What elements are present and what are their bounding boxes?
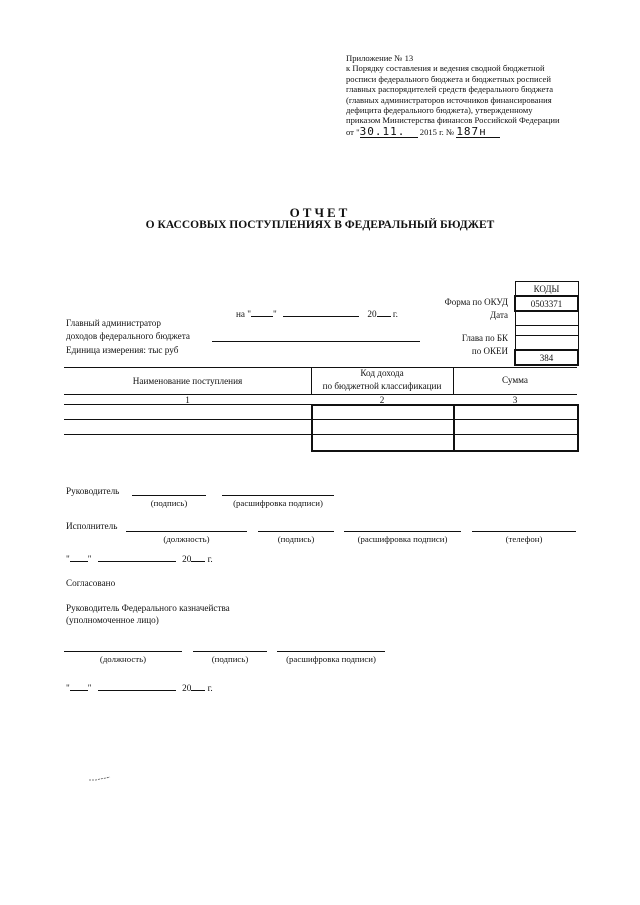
data-row-line <box>64 404 577 405</box>
order-date-line <box>346 124 586 138</box>
quote-open: " <box>66 554 70 564</box>
appendix-line: росписи федерального бюджета и бюджетных росписей <box>346 73 551 84</box>
okud-code: 0503371 <box>515 296 578 311</box>
col-header-sum: Сумма <box>501 375 528 385</box>
order-number-handwritten: 187н <box>456 127 500 138</box>
executor-sign-caption: (подпись) <box>277 534 315 544</box>
executor-position-line <box>126 531 247 532</box>
col-number-1: 1 <box>185 395 190 405</box>
agreed-label: Согласовано <box>66 578 116 588</box>
report-title: ОТЧЕТ <box>289 205 351 220</box>
admin-line <box>212 341 420 342</box>
spacer-code <box>515 326 578 336</box>
bk-label: Глава по БК <box>461 333 508 343</box>
admin-label-1: Главный администратор <box>66 318 161 328</box>
okud-label: Форма по ОКУД <box>444 297 508 307</box>
appendix-line: Приложение № 13 <box>346 53 414 63</box>
data-row-line <box>64 419 577 420</box>
year: 20 <box>182 554 192 564</box>
treasury-sign-caption: (подпись) <box>211 654 249 664</box>
date-code <box>515 311 578 326</box>
data-grid-vline <box>453 404 455 452</box>
executor-phone-caption: (телефон) <box>505 534 543 544</box>
appendix-line: приказом Министерства финансов Российской Федерации <box>346 115 560 126</box>
treasury-head-label: Руководитель Федерального казначейства <box>66 603 230 613</box>
data-row-line <box>64 434 577 435</box>
head-sign-line <box>132 495 206 496</box>
date-year: 20 <box>367 309 377 319</box>
admin-label-2: доходов федерального бюджета <box>66 331 190 341</box>
quote-open: " <box>66 683 70 693</box>
authorized-label: (уполномоченное лицо) <box>66 615 159 625</box>
head-decode-caption: (расшифровка подписи) <box>233 498 323 508</box>
appendix-line: главных распорядителей средств федерального бюджета <box>346 84 554 95</box>
quote-close: " <box>87 554 92 564</box>
okei-label: по ОКЕИ <box>471 346 508 356</box>
executor-position-caption: (должность) <box>163 534 210 544</box>
col-number-3: 3 <box>512 395 518 405</box>
codes-heading: КОДЫ <box>515 282 578 297</box>
treasury-sign-line <box>193 651 267 652</box>
head-decode-line <box>222 495 334 496</box>
executor-phone-line <box>472 531 576 532</box>
order-date-prefix: от " <box>346 126 360 137</box>
col-header-name: Наименование поступления <box>132 376 243 386</box>
unit-label: Единица измерения: тыс руб <box>66 345 179 355</box>
sign-date-2 <box>66 683 213 693</box>
appendix-line: к Порядку составления и ведения сводной бюджетной <box>346 63 545 74</box>
appendix-line: (главных администраторов источников финансирования <box>346 94 552 105</box>
year-suffix: г. <box>207 554 213 564</box>
year-suffix: г. <box>207 683 213 693</box>
order-date-handwritten: 30.11. <box>360 127 418 138</box>
sign-date-1 <box>66 554 213 564</box>
treasury-decode-line <box>277 651 385 652</box>
bk-code <box>515 336 578 351</box>
order-year: 2015 г. № <box>419 126 455 137</box>
executor-sign-line <box>258 531 334 532</box>
date-label: Дата <box>490 310 508 320</box>
treasury-decode-caption: (расшифровка подписи) <box>286 654 376 664</box>
report-subtitle: О КАССОВЫХ ПОСТУПЛЕНИЯХ В ФЕДЕРАЛЬНЫЙ БЮДЖЕТ <box>145 219 495 231</box>
col-number-2: 2 <box>379 395 385 405</box>
treasury-position-caption: (должность) <box>99 654 147 664</box>
col-header-code-2: по бюджетной классификации <box>322 381 442 391</box>
data-grid <box>311 404 579 452</box>
col-header-code-1: Код дохода <box>360 368 404 378</box>
date-quote: " <box>273 309 277 319</box>
date-suffix: г. <box>392 309 398 319</box>
executor-decode-line <box>344 531 461 532</box>
treasury-position-line <box>64 651 182 652</box>
head-label: Руководитель <box>66 486 120 496</box>
executor-decode-caption: (расшифровка подписи) <box>357 534 448 544</box>
report-date <box>236 309 398 319</box>
appendix-line: дефицита федерального бюджета), утвержденному <box>346 105 533 116</box>
year: 20 <box>182 683 192 693</box>
scan-mark <box>88 776 112 782</box>
appendix-note <box>346 53 586 138</box>
date-prefix: на " <box>236 309 252 319</box>
executor-label: Исполнитель <box>66 521 118 531</box>
okei-code: 384 <box>515 350 578 365</box>
head-sign-caption: (подпись) <box>150 498 188 508</box>
quote-close: " <box>87 683 92 693</box>
codes-block <box>514 281 579 366</box>
